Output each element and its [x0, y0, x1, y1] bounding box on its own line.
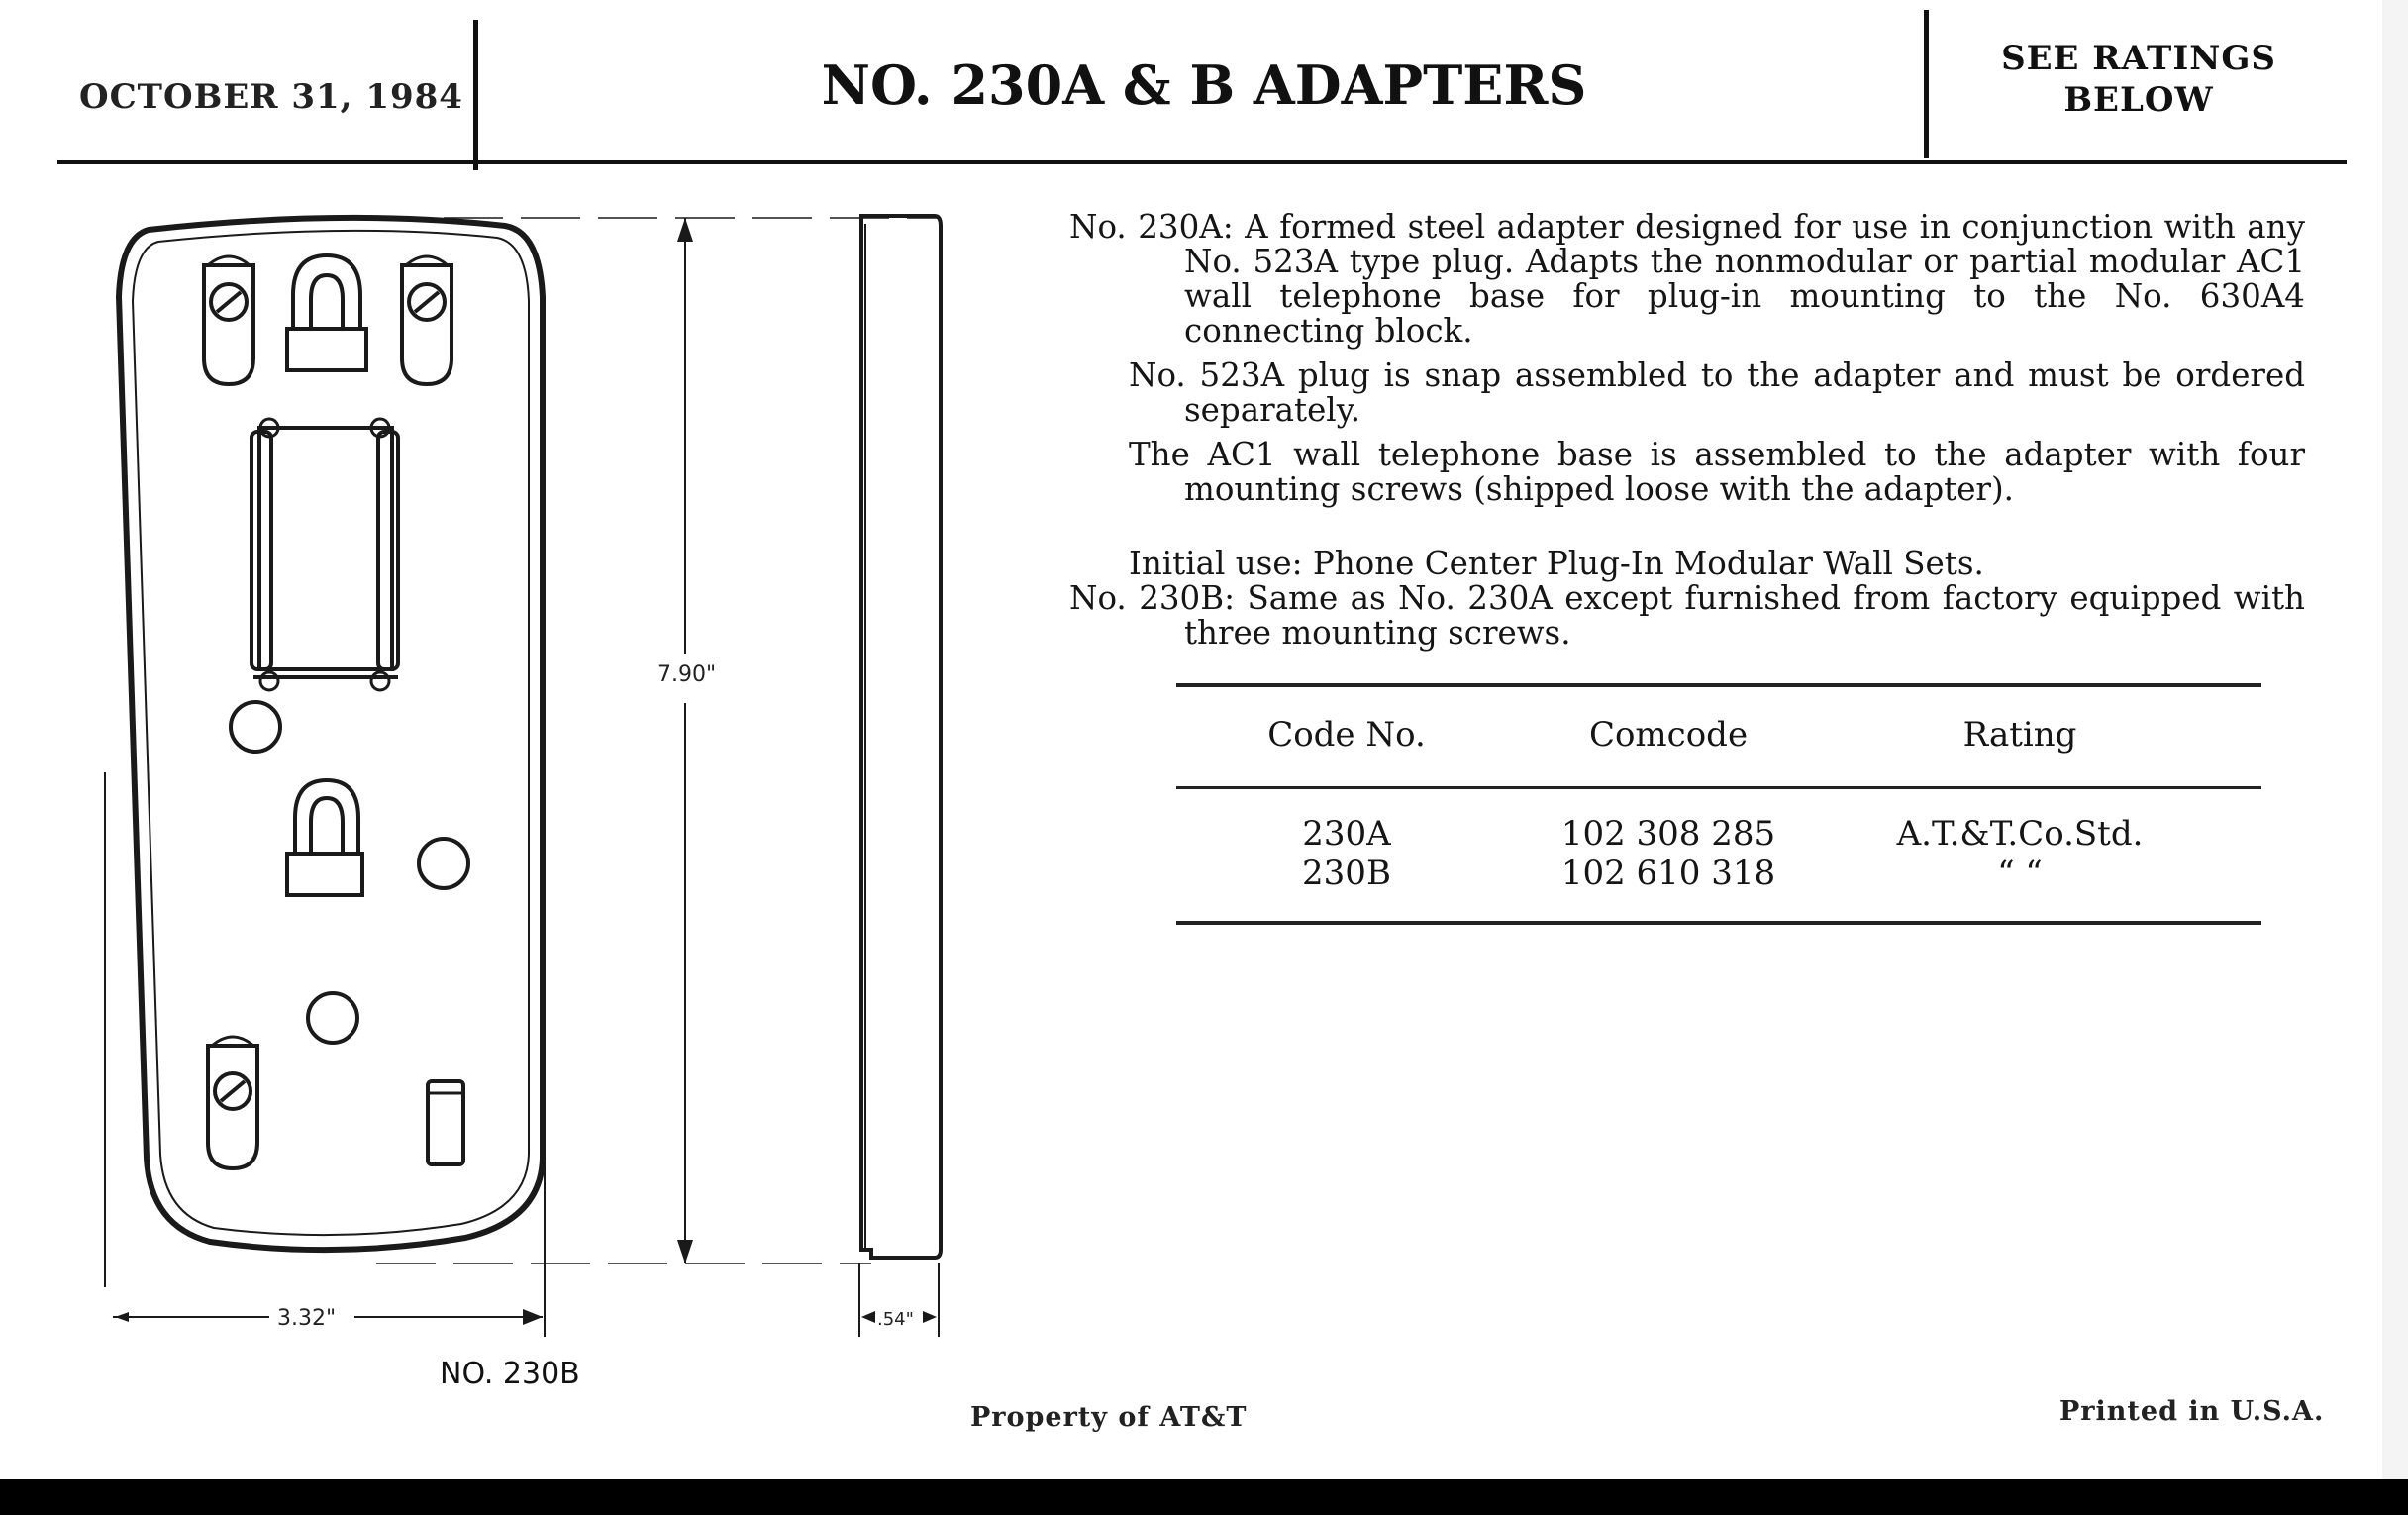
depth-dimension: .54" [877, 1309, 914, 1330]
header-divider-right [1924, 10, 1929, 158]
table-cell-comcode: 102 308 285 [1560, 814, 1776, 854]
ratings-note-line1: SEE RATINGS [2001, 39, 2276, 78]
side-view [861, 216, 941, 1258]
table-rule-bottom [1176, 921, 2261, 925]
footer-property: Property of AT&T [970, 1402, 1248, 1433]
paragraph-230a-text: A formed steel adapter designed for use in conjunction with any No. 523A type plug. Adapts the nonmodular or partial modular AC1 wall telephone base for plug-in mounting to the No. 630A4 connecting block. [1184, 208, 2305, 350]
width-dimension: 3.32" [277, 1306, 337, 1331]
center-frame [259, 428, 392, 669]
paragraph-230b [1069, 581, 2305, 651]
page-title: NO. 230A & B ADAPTERS [821, 53, 1587, 117]
paragraph-initial-use: Initial use: Phone Center Plug-In Modular Wall Sets. [1129, 545, 1984, 582]
mounting-hole [419, 839, 468, 888]
table-cell-code: 230B [1302, 854, 1391, 893]
adapter-drawing [0, 188, 990, 1357]
issue-date: OCTOBER 31, 1984 [79, 77, 463, 117]
description [1069, 210, 2305, 651]
paragraph-230a [1069, 210, 2305, 349]
table-cell-rating: A.T.&T.Co.Std. [1896, 814, 2144, 854]
scan-edge [2382, 0, 2408, 1479]
table-header-comcode: Comcode [1588, 715, 1749, 755]
table-header-code: Code No. [1267, 715, 1426, 755]
table-rule-mid [1176, 786, 2261, 789]
paragraph-230b-label: No. 230B: [1069, 579, 1236, 617]
footer-printed: Printed in U.S.A. [2059, 1396, 2325, 1427]
table-cell-code: 230A [1302, 814, 1391, 854]
model-label: NO. 230B [440, 1357, 580, 1391]
ratings-note [1931, 38, 2347, 121]
table-cell-comcode: 102 610 318 [1560, 854, 1776, 893]
adapter-outline [119, 218, 543, 1250]
header-rule [57, 160, 2347, 164]
table-header-rating: Rating [1962, 715, 2077, 755]
paragraph-base: The AC1 wall telephone base is assembled to the adapter with four mounting screws (shipped loose with the adapter). [1129, 436, 2305, 508]
height-dimension: 7.90" [657, 662, 717, 687]
ratings-note-line2: BELOW [2063, 80, 2214, 120]
table-rule-top [1176, 683, 2261, 687]
paragraph-plug: No. 523A plug is snap assembled to the adapter and must be ordered separately. [1129, 356, 2305, 429]
header-divider-left [473, 20, 478, 170]
paragraph-230a-label: No. 230A: [1069, 208, 1234, 246]
adapter-inner-edge [133, 231, 529, 1235]
hook-clip-bottom [287, 780, 362, 895]
mounting-hole [308, 993, 357, 1043]
hook-clip-top [287, 255, 366, 370]
paragraph-230b-text: Same as No. 230A except furnished from factory equipped with three mounting screws. [1184, 579, 2305, 652]
mounting-hole [231, 702, 280, 752]
table-cell-rating: “ “ [1997, 854, 2043, 893]
